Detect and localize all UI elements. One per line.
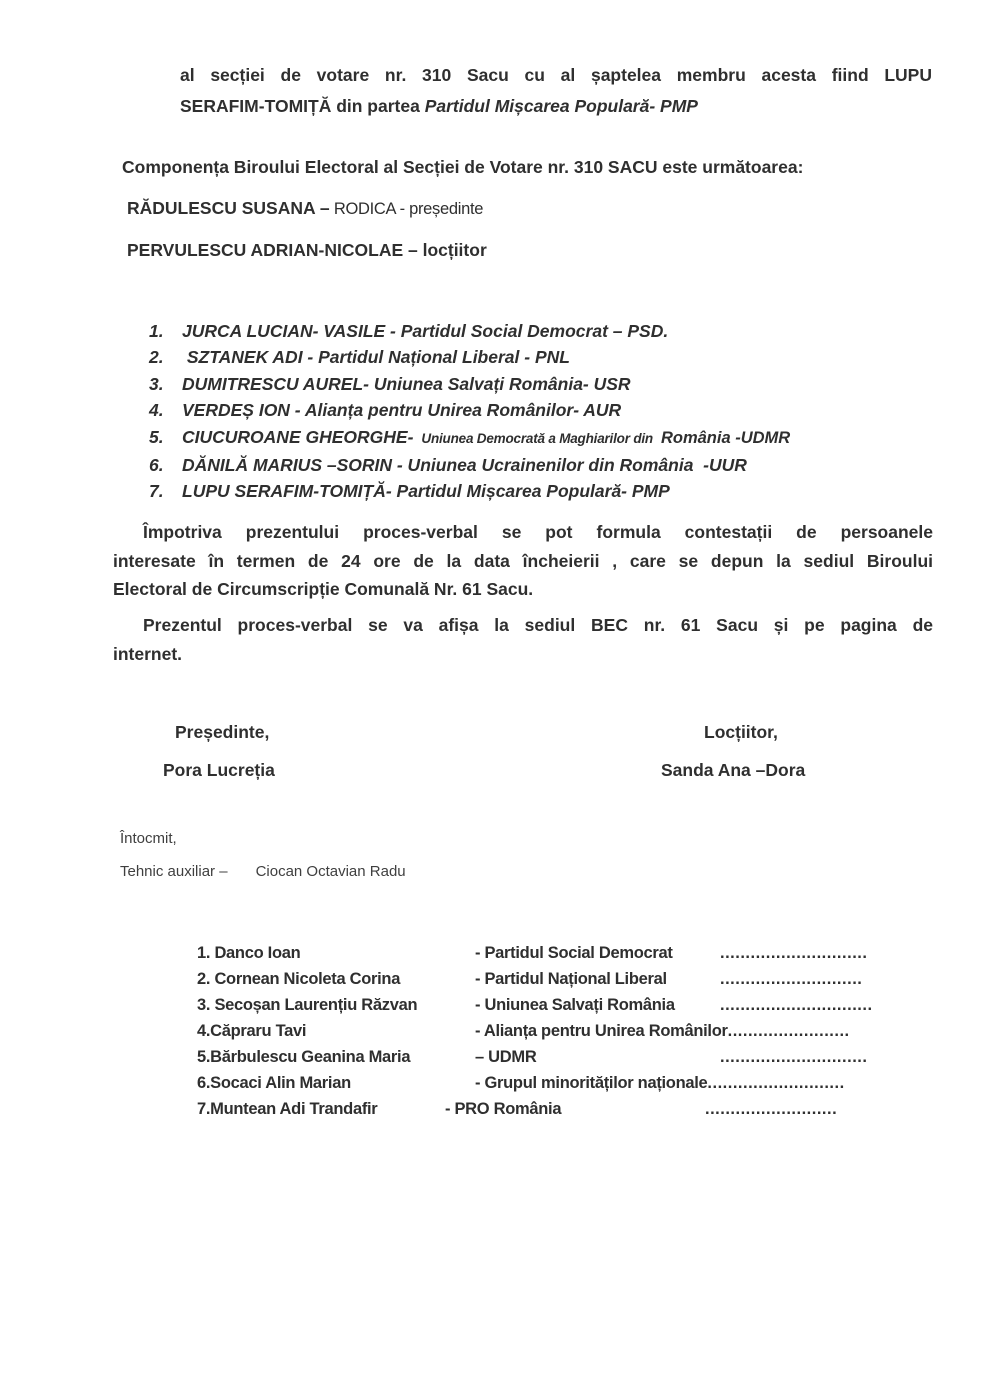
dotted-leader: .............................. (720, 996, 873, 1014)
dotted-leader: ........................ (727, 1022, 850, 1040)
intro-line-2-italic: Partidul Mișcarea Populară- PMP (424, 96, 698, 116)
prepared-by-role: Tehnic auxiliar – (120, 863, 228, 880)
list-item-number: 1. (149, 321, 164, 341)
intro-paragraph (180, 60, 932, 122)
dotted-leader: .......................... (705, 1100, 838, 1118)
contest-line-1: Împotriva prezentului proces-verbal se pot formula contestații de persoanele (143, 522, 933, 542)
dotted-leader: ............................ (720, 970, 863, 988)
list-item (149, 478, 790, 504)
signature-right-title: Locțiitor, (704, 722, 778, 742)
delegates-table (197, 940, 873, 1122)
deputy-line: PERVULESCU ADRIAN-NICOLAE – locțiitor (127, 240, 487, 260)
table-row (197, 992, 873, 1018)
table-row (197, 1018, 873, 1044)
list-item (149, 371, 790, 397)
delegate-party: - Partidul Național Liberal (475, 970, 667, 988)
delegate-party: - Partidul Social Democrat (475, 944, 673, 962)
list-item (149, 424, 790, 452)
list-item-text: VERDEȘ ION - Alianța pentru Unirea Românilor- AUR (182, 400, 622, 421)
list-item-number: 6. (149, 455, 164, 476)
president-line (127, 198, 483, 219)
display-line-2: internet. (113, 643, 183, 664)
composition-heading: Componența Biroului Electoral al Secției de Votare nr. 310 SACU este următoarea: (122, 157, 804, 177)
delegate-name: 6.Socaci Alin Marian (197, 1074, 351, 1092)
table-row (197, 1070, 873, 1096)
table-row (197, 1044, 873, 1070)
intro-line-2 (180, 91, 932, 122)
table-row (197, 940, 873, 966)
list-item-text: SZTANEK ADI - Partidul Național Liberal - PNL (182, 347, 570, 368)
list-item-number: 7. (149, 481, 164, 502)
contest-line-2: interesate în termen de 24 ore de la data încheierii , care se depun la sediul Biroului (113, 550, 933, 571)
list-item (149, 344, 790, 370)
display-paragraph (113, 611, 933, 668)
president-name: RĂDULESCU SUSANA – (127, 198, 330, 218)
dotted-leader: ........................... (707, 1074, 845, 1092)
prepared-by-label: Întocmit, (120, 830, 177, 847)
delegate-name: 3. Secoșan Laurențiu Răzvan (197, 996, 418, 1014)
prepared-by-name: Ciocan Octavian Radu (255, 863, 406, 880)
delegate-party: - PRO România (445, 1100, 562, 1118)
contest-line-3: Electoral de Circumscripție Comunală Nr. 61 Sacu. (113, 579, 534, 600)
list-item (149, 452, 790, 478)
list-item-text (182, 427, 790, 447)
dotted-leader: ............................. (720, 944, 868, 962)
table-row (197, 1096, 873, 1122)
table-row (197, 966, 873, 992)
contest-paragraph (113, 518, 933, 604)
list-item-text-end: România -UDMR (660, 428, 791, 447)
intro-line-1: al secției de votare nr. 310 Sacu cu al șaptelea membru acesta fiind LUPU (180, 65, 932, 85)
signature-left-name: Pora Lucreția (163, 760, 275, 780)
display-line-1: Prezentul proces-verbal se va afișa la sediul BEC nr. 61 Sacu și pe pagina de (143, 615, 933, 635)
delegate-party: – UDMR (475, 1048, 537, 1066)
list-item-text-start: CIUCUROANE GHEORGHE- (182, 426, 414, 447)
list-item-number: 2. (149, 347, 164, 368)
delegate-party: - Alianța pentru Unirea Românilor (475, 1022, 728, 1040)
list-item-text-small: Uniunea Democrată a Maghiarilor din (421, 430, 653, 446)
intro-line-2-bold: SERAFIM-TOMIȚĂ din partea (180, 96, 425, 116)
list-item-number: 4. (149, 400, 164, 421)
list-item-number: 3. (149, 373, 164, 394)
members-list (149, 318, 790, 505)
president-role: RODICA - președinte (329, 200, 484, 218)
signature-left-title: Președinte, (175, 722, 270, 742)
list-item-text: LUPU SERAFIM-TOMIȚĂ- Partidul Mișcarea Populară- PMP (182, 481, 670, 502)
dotted-leader: ............................. (720, 1048, 868, 1066)
list-item-number: 5. (149, 426, 164, 447)
list-item-text: JURCA LUCIAN- VASILE - Partidul Social Democrat – PSD. (182, 321, 669, 341)
delegate-party: - Grupul minorităților naționale (475, 1074, 708, 1092)
delegate-name: 1. Danco Ioan (197, 944, 301, 962)
delegate-name: 2. Cornean Nicoleta Corina (197, 970, 401, 988)
prepared-by-line (120, 863, 406, 880)
list-item-text: DUMITRESCU AUREL- Uniunea Salvați România- USR (182, 373, 631, 394)
delegate-name: 5.Bărbulescu Geanina Maria (197, 1048, 411, 1066)
delegate-party: - Uniunea Salvați România (475, 996, 675, 1014)
signature-right-name: Sanda Ana –Dora (661, 760, 806, 780)
list-item-text: DĂNILĂ MARIUS –SORIN - Uniunea Ucrainenilor din România -UUR (182, 455, 747, 476)
list-item (149, 397, 790, 423)
list-item (149, 318, 790, 344)
delegate-name: 7.Muntean Adi Trandafir (197, 1100, 378, 1118)
delegate-name: 4.Căpraru Tavi (197, 1022, 307, 1040)
